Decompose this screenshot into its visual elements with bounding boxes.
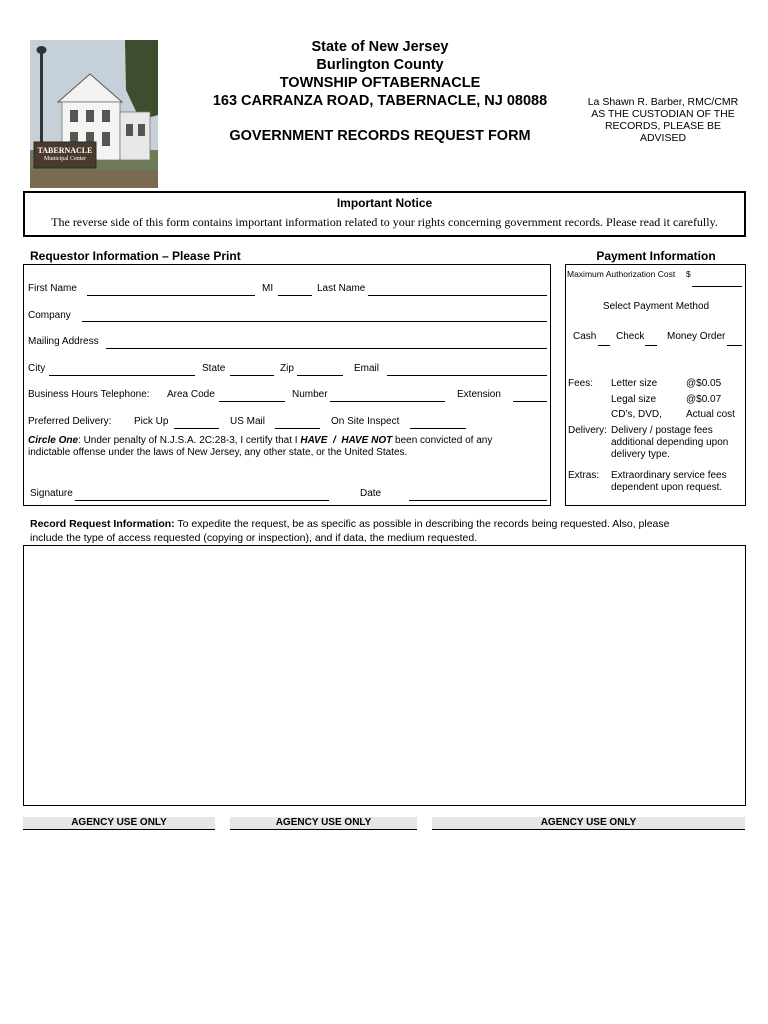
mailing-address-field[interactable] [106,348,547,349]
extras-label: Extras: [568,470,600,481]
extension-label: Extension [457,389,501,400]
legal-size-price: @$0.07 [686,394,722,405]
company-field[interactable] [82,321,547,322]
payment-heading: Payment Information [596,249,716,263]
circle-one-label: Circle One [28,435,79,446]
legal-size-label: Legal size [611,394,657,405]
signature-label: Signature [30,488,73,499]
custodian-line: RECORDS, PLEASE BE [604,120,722,132]
last-name-field[interactable] [368,295,547,296]
money-order-field[interactable] [727,345,742,346]
cert-text: : Under penalty of N.J.S.A. 2C:28-3, I certify that I [78,435,301,446]
notice-text: The reverse side of this form contains important information related to your rights concerning government records. Please read it carefully. [51,215,718,229]
custodian-line: AS THE CUSTODIAN OF THE [591,108,735,120]
extras-line2: dependent upon request. [611,482,723,493]
zip-label: Zip [280,363,294,374]
state-label: State [202,363,226,374]
company-label: Company [28,310,71,321]
certification-line1 [28,435,492,446]
agency-use-only-1: AGENCY USE ONLY [23,817,215,830]
letter-size-label: Letter size [611,378,658,389]
first-name-field[interactable] [87,295,255,296]
signature-field[interactable] [75,500,329,501]
mi-field[interactable] [278,295,312,296]
record-request-text: To expedite the request, be as specific as possible in describing the records being requested. Also, please [174,518,670,530]
have-option[interactable]: HAVE [300,435,328,446]
email-field[interactable] [387,375,547,376]
pick-up-field[interactable] [174,428,219,429]
select-method-label: Select Payment Method [602,301,710,312]
area-code-field[interactable] [219,401,285,402]
last-name-label: Last Name [317,283,366,294]
custodian-line: ADVISED [639,132,687,144]
pick-up-label: Pick Up [134,416,169,427]
max-cost-field[interactable] [692,286,742,287]
requestor-box [23,264,551,506]
cash-label: Cash [573,331,597,342]
zip-field[interactable] [297,375,343,376]
fees-label: Fees: [568,378,594,389]
check-label: Check [616,331,645,342]
record-request-text-line2: include the type of access requested (copying or inspection), and if data, the medium requested. [30,532,478,544]
delivery-line3: delivery type. [611,449,670,460]
us-mail-label: US Mail [230,416,266,427]
city-label: City [28,363,46,374]
delivery-line2: additional depending upon [611,437,729,448]
on-site-field[interactable] [410,428,466,429]
record-request-label: Record Request Information: [30,518,175,530]
mailing-address-label: Mailing Address [28,336,99,347]
on-site-label: On Site Inspect [331,416,400,427]
city-field[interactable] [49,375,195,376]
photo-sign-text: TABERNACLE [37,146,93,155]
cd-dvd-label: CD’s, DVD, [611,409,662,420]
certification-line2: indictable offense under the laws of New Jersey, any other state, or the United States. [28,447,408,458]
preferred-delivery-label: Preferred Delivery: [28,416,112,427]
header-township: TOWNSHIP OFTABERNACLE [279,75,481,91]
date-label: Date [360,488,382,499]
business-phone-label: Business Hours Telephone: [28,389,150,400]
municipal-building-photo [30,40,158,188]
date-field[interactable] [409,500,547,501]
header-state: State of New Jersey [311,39,449,55]
custodian-line: La Shawn R. Barber, RMC/CMR [587,96,739,108]
first-name-label: First Name [28,283,77,294]
letter-size-price: @$0.05 [686,378,722,389]
extras-line1: Extraordinary service fees [611,470,727,481]
dollar-sign: $ [686,269,691,279]
agency-use-only-3: AGENCY USE ONLY [432,817,745,830]
important-notice-box [23,191,746,237]
notice-title: Important Notice [336,196,433,210]
us-mail-field[interactable] [275,428,320,429]
slash-separator: / [332,435,336,446]
requestor-heading: Requestor Information – Please Print [30,249,241,263]
record-request-textarea[interactable] [23,545,746,806]
email-label: Email [354,363,380,374]
cash-field[interactable] [598,345,610,346]
header-address: 163 CARRANZA ROAD, TABERNACLE, NJ 08088 [212,93,548,109]
custodian-info [578,96,748,144]
cd-dvd-price: Actual cost [686,409,735,420]
agency-use-only-2: AGENCY USE ONLY [230,817,417,830]
photo-sign-subtext: Municipal Center [43,156,87,162]
number-label: Number [292,389,328,400]
delivery-line1: Delivery / postage fees [611,425,713,436]
check-field[interactable] [645,345,657,346]
extension-field[interactable] [513,401,547,402]
mi-label: MI [262,283,274,294]
max-cost-label: Maximum Authorization Cost [567,269,676,279]
form-title: GOVERNMENT RECORDS REQUEST FORM [229,128,531,144]
money-order-label: Money Order [667,331,726,342]
cert-text-end: been convicted of any [392,435,493,446]
area-code-label: Area Code [167,389,215,400]
record-request-instructions [30,518,669,530]
state-field[interactable] [230,375,274,376]
header-county: Burlington County [316,57,444,73]
have-not-option[interactable]: HAVE NOT [341,435,393,446]
phone-number-field[interactable] [330,401,445,402]
delivery-label: Delivery: [568,425,607,436]
